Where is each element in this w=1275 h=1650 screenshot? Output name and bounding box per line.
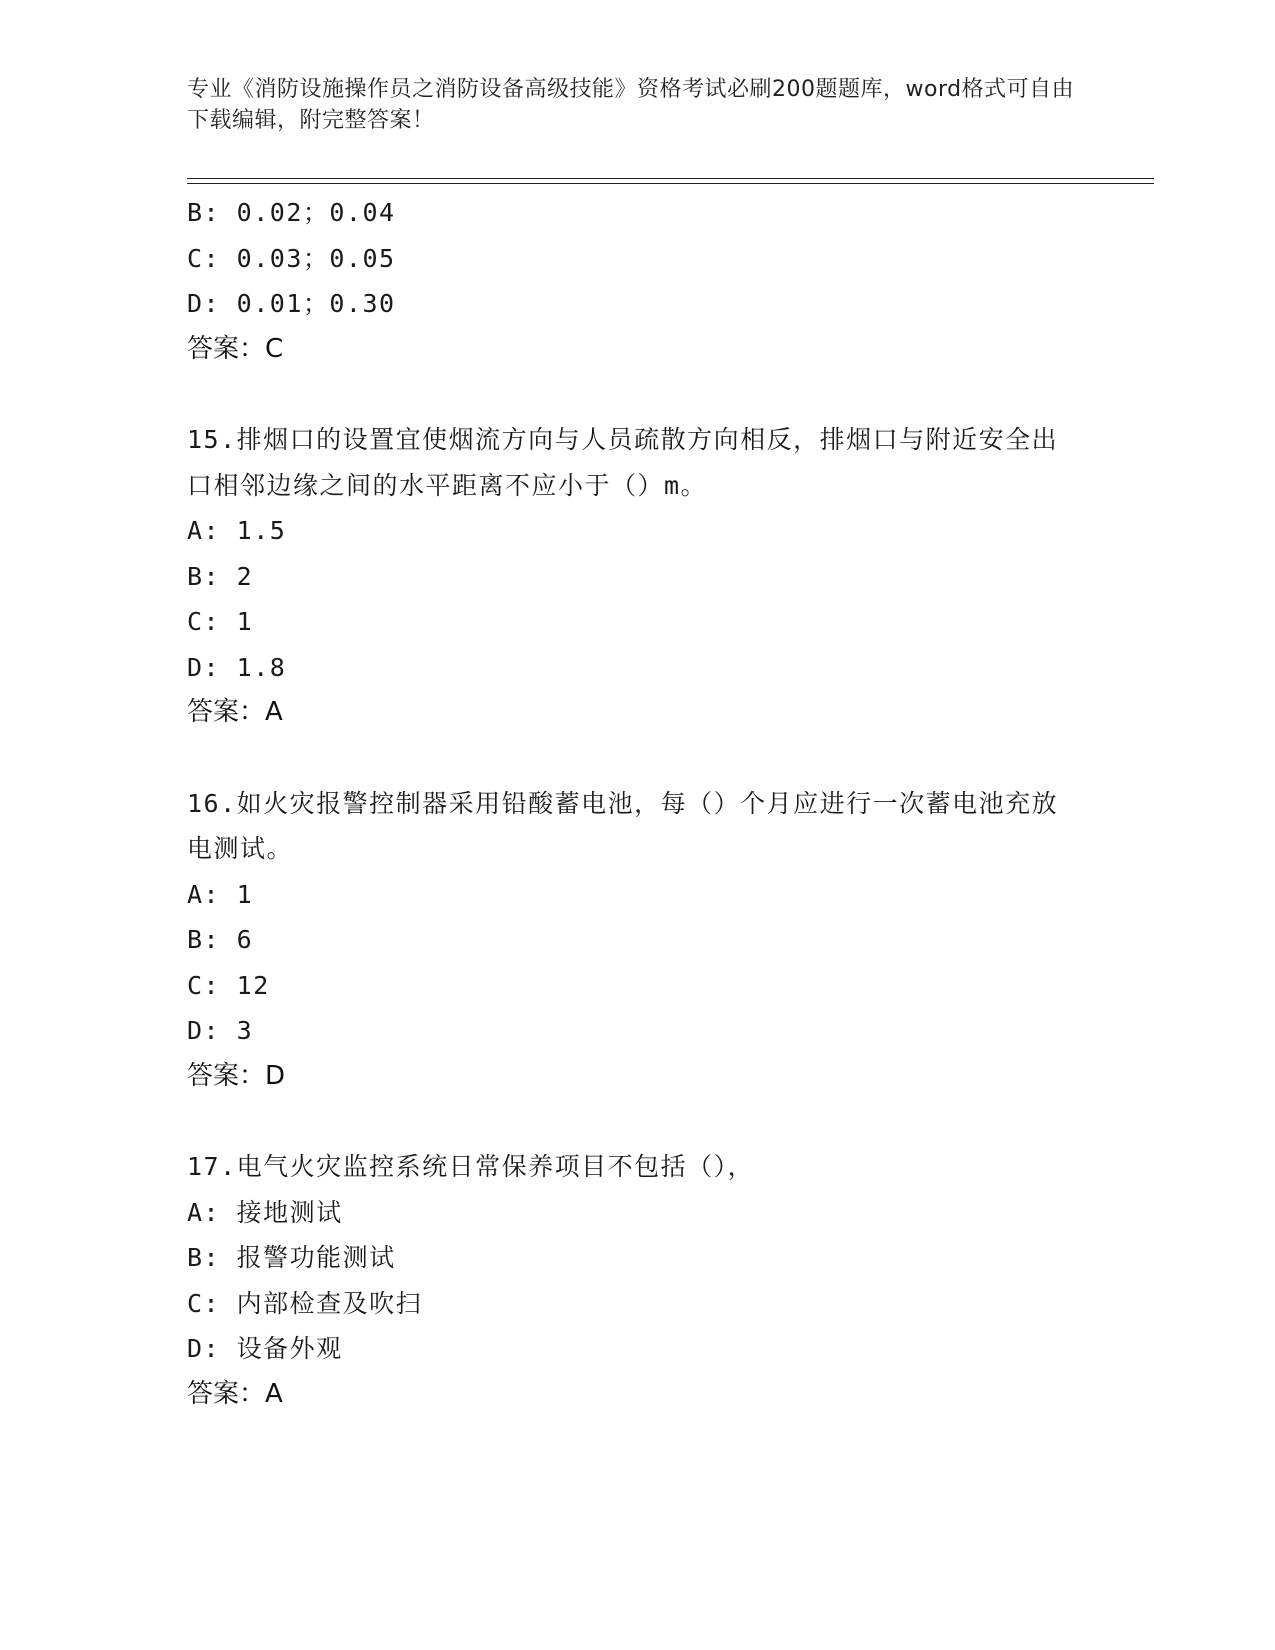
question-15 xyxy=(187,417,1087,736)
answer-label: 答案： xyxy=(187,333,266,364)
option-text: 报警功能测试 xyxy=(236,1243,396,1272)
answer-row xyxy=(187,690,1087,736)
option-key: B: xyxy=(187,1243,221,1272)
option-row xyxy=(187,645,1087,691)
option-key: C: xyxy=(187,607,221,636)
answer-value: C xyxy=(265,333,284,364)
option-row xyxy=(187,1326,1087,1372)
answer-value: A xyxy=(265,697,283,727)
option-text: 0.02；0.04 xyxy=(236,198,396,227)
option-row xyxy=(187,599,1087,645)
question-16 xyxy=(187,781,1087,1100)
option-text: 0.01；0.30 xyxy=(236,289,396,318)
question-stem: 16.如火灾报警控制器采用铅酸蓄电池，每（）个月应进行一次蓄电池充放电测试。 xyxy=(187,788,1059,863)
option-row xyxy=(187,554,1087,600)
option-text: 6 xyxy=(236,925,254,954)
option-key: B: xyxy=(187,925,221,954)
option-text: 12 xyxy=(236,970,270,1000)
option-row xyxy=(187,1190,1087,1236)
option-text: 0.03；0.05 xyxy=(236,243,396,273)
question-17 xyxy=(187,1144,1087,1417)
option-row xyxy=(187,917,1087,963)
option-row xyxy=(187,190,1087,236)
option-row xyxy=(187,1008,1087,1054)
option-text: 设备外观 xyxy=(236,1334,343,1363)
option-row xyxy=(187,236,1087,282)
option-key: A: xyxy=(187,879,221,909)
answer-value: A xyxy=(265,1378,283,1409)
document-body xyxy=(187,190,1087,1417)
answer-value: D xyxy=(265,1060,286,1091)
option-row xyxy=(187,1281,1087,1327)
option-key: D: xyxy=(187,652,221,682)
option-row xyxy=(187,508,1087,554)
header-divider-top xyxy=(187,178,1154,179)
option-key: C: xyxy=(187,970,221,1000)
answer-label: 答案： xyxy=(187,1060,266,1091)
option-text: 3 xyxy=(236,1016,254,1045)
option-key: C: xyxy=(187,1288,221,1318)
option-text: 2 xyxy=(236,561,254,591)
option-key: C: xyxy=(187,243,221,273)
option-key: B: xyxy=(187,561,221,591)
option-text: 1.5 xyxy=(236,516,287,545)
option-key: A: xyxy=(187,1197,221,1227)
option-key: D: xyxy=(187,1334,221,1363)
document-header: 专业《消防设施操作员之消防设备高级技能》资格考试必刷200题题库，word格式可自由下载编辑，附完整答案！ xyxy=(187,77,1075,133)
option-row xyxy=(187,1235,1087,1281)
question-stem: 17.电气火灾监控系统日常保养项目不包括（）， xyxy=(187,1152,755,1181)
answer-row xyxy=(187,327,1087,373)
option-key: D: xyxy=(187,289,221,318)
option-key: B: xyxy=(187,198,221,227)
answer-label: 答案： xyxy=(187,1378,266,1409)
answer-row xyxy=(187,1372,1087,1418)
option-row xyxy=(187,872,1087,918)
option-key: A: xyxy=(187,516,221,545)
option-text: 1 xyxy=(236,607,254,636)
option-text: 1.8 xyxy=(236,652,287,682)
answer-row xyxy=(187,1054,1087,1100)
option-key: D: xyxy=(187,1016,221,1045)
question-stem: 15.排烟口的设置宜使烟流方向与人员疏散方向相反，排烟口与附近安全出口相邻边缘之间的水平距离不应小于（）m。 xyxy=(187,425,1059,500)
option-text: 接地测试 xyxy=(236,1197,343,1227)
answer-label: 答案： xyxy=(187,697,266,727)
header-divider-bottom xyxy=(187,183,1154,184)
option-row xyxy=(187,963,1087,1009)
option-text: 1 xyxy=(236,879,254,909)
option-row xyxy=(187,281,1087,327)
option-text: 内部检查及吹扫 xyxy=(236,1288,423,1318)
question-partial xyxy=(187,190,1087,372)
